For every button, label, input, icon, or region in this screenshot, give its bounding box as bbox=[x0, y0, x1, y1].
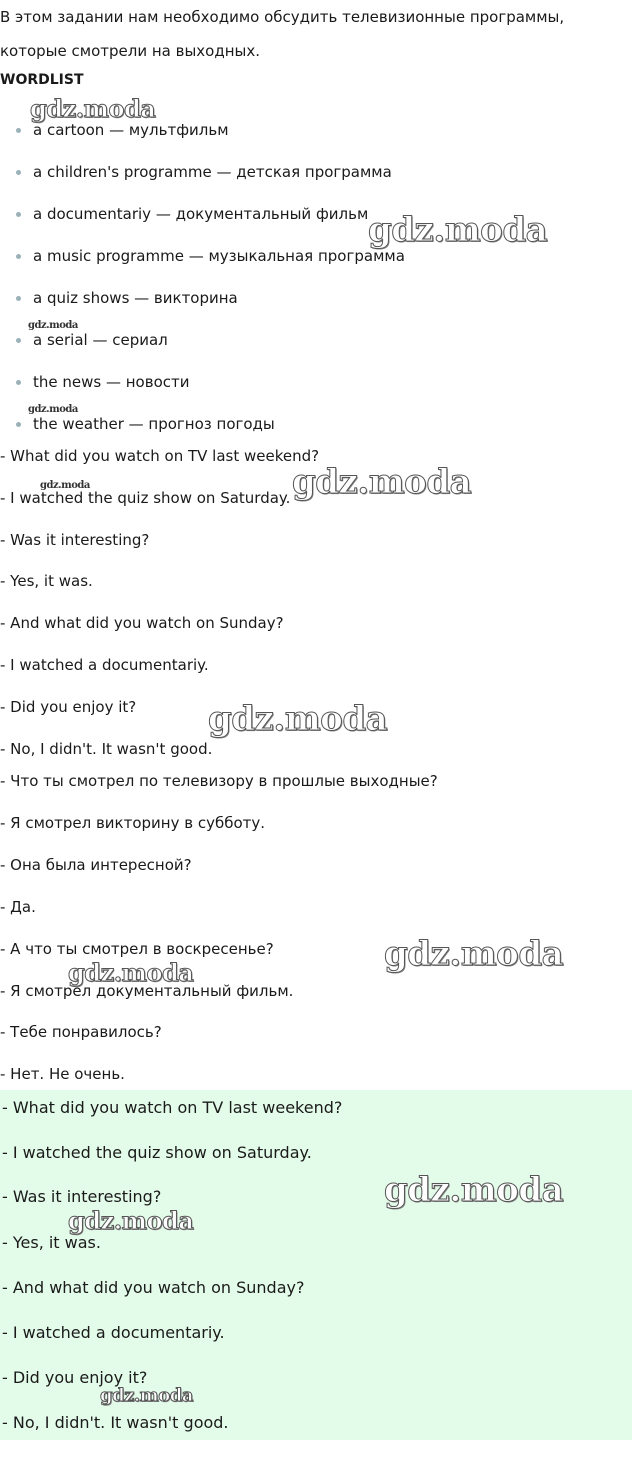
watermark-logo: gdz.moda bbox=[68, 958, 194, 987]
wordlist-item bbox=[16, 247, 405, 265]
wordlist-item-text: a serial — сериал bbox=[33, 331, 168, 349]
dialogue-line-ru: - Нет. Не очень. bbox=[0, 1065, 125, 1083]
watermark-logo: gdz.moda bbox=[208, 699, 388, 739]
watermark-logo: gdz.moda bbox=[384, 1170, 564, 1210]
wordlist-item-text: a children's programme — детская программа bbox=[33, 163, 392, 181]
highlight-line: - I watched the quiz show on Saturday. bbox=[2, 1143, 312, 1162]
wordlist-item-text: a music programme — музыкальная программа bbox=[33, 247, 405, 265]
dialogue-line-ru: - Я смотрел документальный фильм. bbox=[0, 982, 294, 1000]
wordlist-item-text: the news — новости bbox=[33, 373, 190, 391]
wordlist-item bbox=[16, 205, 368, 223]
bullet-icon bbox=[16, 254, 21, 259]
wordlist-item bbox=[16, 289, 238, 307]
wordlist-item bbox=[16, 121, 229, 139]
highlight-line: - And what did you watch on Sunday? bbox=[2, 1278, 305, 1297]
bullet-icon bbox=[16, 170, 21, 175]
highlight-line: - What did you watch on TV last weekend? bbox=[2, 1098, 343, 1117]
watermark-logo: gdz.moda bbox=[28, 404, 78, 415]
dialogue-line-ru: - Я смотрел викторину в субботу. bbox=[0, 814, 266, 832]
bullet-icon bbox=[16, 422, 21, 427]
dialogue-line-en: - Was it interesting? bbox=[0, 531, 150, 549]
watermark-logo: gdz.moda bbox=[100, 1385, 193, 1406]
highlight-line: - Did you enjoy it? bbox=[2, 1368, 148, 1387]
watermark-logo: gdz.moda bbox=[40, 480, 90, 491]
wordlist-item bbox=[16, 373, 189, 391]
dialogue-line-en: - And what did you watch on Sunday? bbox=[0, 614, 284, 632]
highlight-line: - Yes, it was. bbox=[2, 1233, 101, 1252]
dialogue-line-en: - I watched a documentariy. bbox=[0, 656, 209, 674]
bullet-icon bbox=[16, 296, 21, 301]
watermark-logo: gdz.moda bbox=[68, 1206, 194, 1235]
dialogue-line-en: - No, I didn't. It wasn't good. bbox=[0, 740, 213, 758]
highlight-line: - I watched a documentariy. bbox=[2, 1323, 225, 1342]
dialogue-line-ru: - Она была интересной? bbox=[0, 856, 192, 874]
watermark-logo: gdz.moda bbox=[292, 462, 472, 502]
watermark-logo: gdz.moda bbox=[368, 210, 548, 250]
wordlist-item bbox=[16, 331, 168, 349]
intro-text: В этом задании нам необходимо обсудить телевизионные программы, которые смотрели на выходных. bbox=[0, 8, 565, 60]
wordlist-item-text: the weather — прогноз погоды bbox=[33, 415, 275, 433]
wordlist-item-text: a documentariy — документальный фильм bbox=[33, 205, 369, 223]
wordlist-item-text: a cartoon — мультфильм bbox=[33, 121, 229, 139]
bullet-icon bbox=[16, 338, 21, 343]
wordlist-heading: WORDLIST bbox=[0, 72, 84, 88]
watermark-logo: gdz.moda bbox=[384, 934, 564, 974]
watermark-logo: gdz.moda bbox=[28, 320, 78, 331]
dialogue-line-en: - Yes, it was. bbox=[0, 572, 93, 590]
bullet-icon bbox=[16, 212, 21, 217]
watermark-logo: gdz.moda bbox=[30, 94, 156, 123]
bullet-icon bbox=[16, 128, 21, 133]
dialogue-line-ru: - А что ты смотрел в воскресенье? bbox=[0, 940, 274, 958]
dialogue-line-ru: - Что ты смотрел по телевизору в прошлые выходные? bbox=[0, 772, 438, 790]
dialogue-line-ru: - Да. bbox=[0, 898, 36, 916]
bullet-icon bbox=[16, 380, 21, 385]
wordlist-item bbox=[16, 415, 275, 433]
dialogue-line-ru: - Тебе понравилось? bbox=[0, 1023, 162, 1041]
wordlist-item-text: a quiz shows — викторина bbox=[33, 289, 238, 307]
dialogue-line-en: - What did you watch on TV last weekend? bbox=[0, 447, 320, 465]
wordlist-item bbox=[16, 163, 392, 181]
dialogue-line-en: - I watched the quiz show on Saturday. bbox=[0, 489, 291, 507]
highlight-line: - No, I didn't. It wasn't good. bbox=[2, 1413, 229, 1432]
highlight-line: - Was it interesting? bbox=[2, 1187, 162, 1206]
dialogue-line-en: - Did you enjoy it? bbox=[0, 698, 137, 716]
